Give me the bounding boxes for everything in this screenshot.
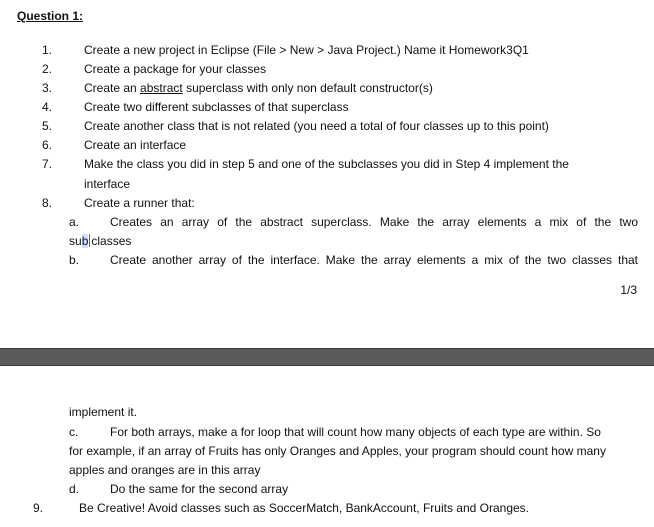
list-text: Make the class you did in step 5 and one of the subclasses you did in Step 4 implement the (84, 157, 569, 171)
sub-letter: a. (69, 215, 80, 229)
list-item-6 (0, 136, 654, 155)
page-break (0, 348, 654, 366)
word: Make (325, 253, 356, 267)
list-text: Do the same for the second array (110, 482, 289, 496)
word: elements (477, 215, 527, 229)
page-number: 1/3 (620, 283, 637, 297)
word: elements (416, 253, 466, 267)
list-item-8 (0, 194, 654, 213)
word: classes (572, 253, 613, 267)
list-text: For both arrays, make a for loop that will count how many objects of each type are within. So (110, 425, 601, 439)
word: Make (379, 215, 410, 229)
sub-letter: d. (69, 482, 80, 496)
question-heading: Question 1: (17, 9, 84, 23)
list-text: Create a runner that: (84, 196, 195, 210)
word: array (198, 253, 226, 267)
word: a (534, 215, 542, 229)
text-with-cursor[interactable]: sub classes (69, 234, 132, 248)
sub-item-c-cont2 (0, 461, 654, 480)
word: abstract (260, 215, 303, 229)
word: the (361, 253, 378, 267)
word: the (594, 215, 612, 229)
list-text: Create another class that is not related (you need a total of four classes up to this point) (84, 119, 549, 133)
word: array (442, 215, 470, 229)
sub-item-b (0, 251, 654, 270)
word: a (471, 253, 479, 267)
sub-item-c (0, 423, 654, 442)
page-number-row (0, 281, 654, 300)
list-item-4 (0, 98, 654, 117)
word: of (508, 253, 519, 267)
list-text-continued: apples and oranges are in this array (69, 463, 261, 477)
list-text: Create an interface (84, 138, 187, 152)
list-number: 2. (42, 62, 53, 76)
sub-item-d (0, 480, 654, 499)
justified-text (110, 213, 638, 232)
list-item-1 (0, 41, 654, 60)
list-item-9 (0, 499, 654, 518)
list-text-continued: for example, if an array of Fruits has only Oranges and Apples, your program should count how many (69, 444, 606, 458)
list-item-2 (0, 60, 654, 79)
sub-item-a (0, 213, 654, 232)
list-item-3 (0, 79, 654, 98)
word: superclass. (311, 215, 372, 229)
list-item-7-cont (0, 175, 654, 194)
word: an (160, 215, 174, 229)
sub-item-c-cont1 (0, 442, 654, 461)
word: Creates (110, 215, 153, 229)
list-text: Create a new project in Eclipse (File > New > Java Project.) Name it Homework3Q1 (84, 43, 529, 57)
list-number: 1. (42, 43, 53, 57)
word: mix (484, 253, 503, 267)
word: interface. (270, 253, 320, 267)
list-number: 5. (42, 119, 53, 133)
document-page-2 (0, 366, 654, 527)
word: another (151, 253, 193, 267)
word: the (235, 215, 253, 229)
justified-text (110, 251, 638, 270)
list-number: 7. (42, 157, 53, 171)
list-text: Be Creative! Avoid classes such as SoccerMatch, BankAccount, Fruits and Oranges. (79, 501, 529, 515)
list-item-5 (0, 117, 654, 136)
selected-char: b (81, 234, 89, 248)
word: the (247, 253, 265, 267)
word: mix (549, 215, 569, 229)
sub-letter: b. (69, 253, 80, 267)
list-number: 4. (42, 100, 53, 114)
word: the (524, 253, 542, 267)
list-text-continued: implement it. (69, 405, 138, 419)
word: that (617, 253, 638, 267)
sub-item-a-cont (0, 232, 654, 251)
sub-letter: c. (69, 425, 79, 439)
list-number: 6. (42, 138, 53, 152)
list-text: Create two different subclasses of that superclass (84, 100, 349, 114)
list-text: Create an abstract superclass with only non default constructor(s) (84, 81, 433, 95)
list-number: 3. (42, 81, 53, 95)
word: two (619, 215, 638, 229)
underlined-word: abstract (140, 81, 183, 95)
list-text-continued: interface (84, 177, 131, 191)
word: array (383, 253, 412, 267)
word: the (417, 215, 435, 229)
sub-item-b-cont (0, 403, 654, 422)
list-text: Create a package for your classes (84, 62, 267, 76)
list-number: 8. (42, 196, 53, 210)
word: two (547, 253, 567, 267)
word: of (231, 253, 242, 267)
word: Create (110, 253, 147, 267)
list-number: 9. (33, 501, 44, 515)
list-item-7 (0, 155, 654, 174)
word: of (217, 215, 228, 229)
word: array (181, 215, 210, 229)
word: of (576, 215, 587, 229)
